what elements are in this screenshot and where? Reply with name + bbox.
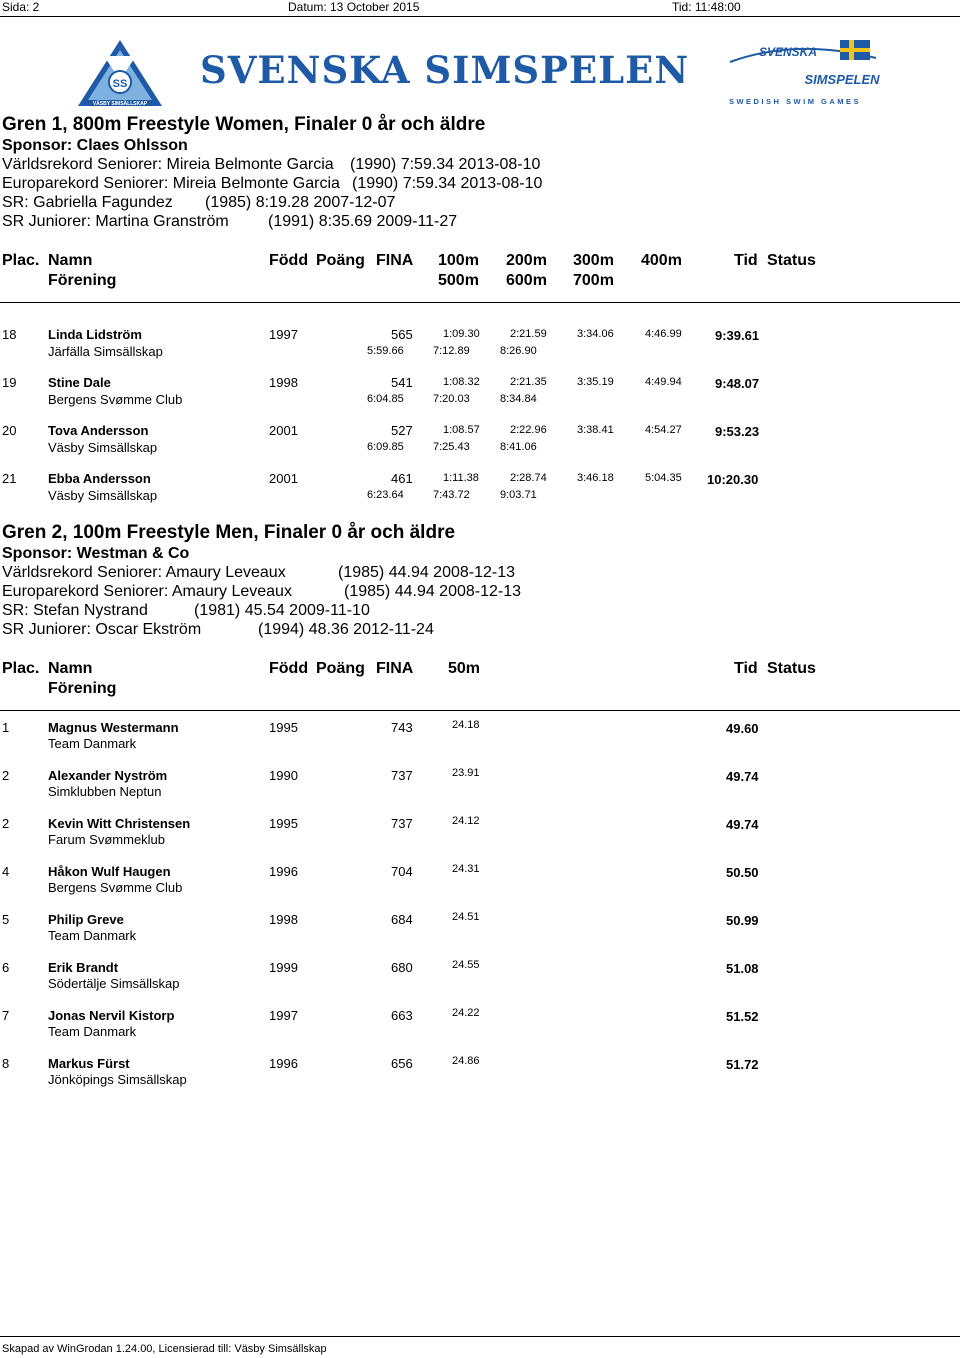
split-500: 6:04.85: [367, 393, 404, 405]
row-fina: 663: [391, 1008, 413, 1023]
row-name: Tova Andersson: [48, 423, 149, 438]
event1-record-value: (1991) 8:35.69 2009-11-27: [268, 213, 458, 230]
row-time: 49.60: [726, 721, 759, 736]
print-date: Datum: 13 October 2015: [288, 0, 420, 14]
col-tid: Tid: [734, 660, 758, 677]
row-name: Kevin Witt Christensen: [48, 816, 191, 831]
col-fina: FINA: [376, 660, 414, 677]
row-time: 51.08: [726, 961, 759, 976]
split-50: 24.12: [452, 815, 480, 827]
row-fina: 656: [391, 1056, 413, 1071]
row-club: Väsby Simsällskap: [48, 488, 158, 503]
row-time: 51.72: [726, 1057, 759, 1072]
split-50: 24.55: [452, 959, 480, 971]
split-500: 5:59.66: [367, 345, 404, 357]
row-born: 1990: [269, 768, 298, 783]
row-fina: 541: [391, 375, 413, 390]
col-plac: Plac.: [2, 660, 40, 677]
split-700: 8:26.90: [500, 345, 537, 357]
row-time: 9:39.61: [715, 328, 760, 343]
logo-swedish-swim-games: SWEDISH SWIM GAMES: [728, 97, 862, 106]
row-place: 6: [2, 960, 10, 975]
row-name: Magnus Westermann: [48, 720, 179, 735]
col-status: Status: [767, 660, 816, 677]
row-place: 7: [2, 1008, 10, 1023]
row-fina: 704: [391, 864, 413, 879]
row-time: 51.52: [726, 1009, 759, 1024]
row-born: 2001: [269, 471, 298, 486]
row-fina: 684: [391, 912, 413, 927]
row-place: 2: [2, 816, 10, 831]
row-place: 18: [2, 327, 17, 342]
print-time: Tid: 11:48:00: [672, 0, 741, 14]
event1-record-label: Världsrekord Seniorer: Mireia Belmonte Garcia: [2, 156, 334, 173]
row-time: 9:48.07: [715, 376, 760, 391]
row-club: Järfälla Simsällskap: [48, 344, 163, 359]
event1-title: Gren 1, 800m Freestyle Women, Finaler 0 år och äldre: [2, 114, 486, 135]
footer-rule: [0, 1336, 960, 1337]
split-100: 1:08.32: [443, 376, 480, 388]
row-born: 1997: [269, 1008, 298, 1023]
row-name: Markus Fürst: [48, 1056, 130, 1071]
col-namn: Namn: [48, 252, 93, 269]
event1-record-label: SR Juniorer: Martina Granström: [2, 213, 229, 230]
split-600: 7:12.89: [433, 345, 470, 357]
row-fina: 743: [391, 720, 413, 735]
row-time: 50.50: [726, 865, 759, 880]
split-50: 24.51: [452, 911, 480, 923]
split-50: 24.22: [452, 1007, 480, 1019]
split-200: 2:21.59: [510, 328, 547, 340]
split-300: 3:46.18: [577, 472, 614, 484]
col-50m: 50m: [448, 660, 481, 677]
row-time: 9:53.23: [715, 424, 760, 439]
club-logo-badge: SS: [112, 78, 128, 90]
col-fina: FINA: [376, 252, 414, 269]
split-300: 3:38.41: [577, 424, 614, 436]
event2-sponsor: Sponsor: Westman & Co: [2, 545, 190, 562]
split-50: 23.91: [452, 767, 480, 779]
event2-record-label: SR Juniorer: Oscar Ekström: [2, 621, 202, 638]
event1-record-value: (1990) 7:59.34 2013-08-10: [352, 175, 543, 192]
row-born: 1999: [269, 960, 298, 975]
row-name: Ebba Andersson: [48, 471, 151, 486]
split-50: 24.31: [452, 863, 480, 875]
event2-record-value: (1994) 48.36 2012-11-24: [258, 621, 434, 638]
club-logo: [74, 36, 166, 113]
club-logo-text: VÄSBY SIMSÄLLSKAP: [92, 101, 148, 107]
col-100m: 100m: [438, 252, 479, 269]
row-name: Alexander Nyström: [48, 768, 168, 783]
split-600: 7:20.03: [433, 393, 470, 405]
row-born: 1998: [269, 375, 298, 390]
row-club: Farum Svømmeklub: [48, 832, 166, 847]
logo-svenska: SVENSKA: [758, 45, 818, 59]
row-fina: 680: [391, 960, 413, 975]
event2-record-label: Världsrekord Seniorer: Amaury Leveaux: [2, 564, 286, 581]
row-born: 2001: [269, 423, 298, 438]
col-forening: Förening: [48, 272, 117, 289]
row-name: Philip Greve: [48, 912, 124, 927]
col-forening: Förening: [48, 680, 117, 697]
split-100: 1:09.30: [443, 328, 480, 340]
col-600m: 600m: [506, 272, 547, 289]
row-born: 1995: [269, 720, 298, 735]
row-club: Väsby Simsällskap: [48, 440, 158, 455]
event2-record-value: (1981) 45.54 2009-11-10: [194, 602, 370, 619]
split-200: 2:28.74: [510, 472, 547, 484]
col-300m: 300m: [573, 252, 614, 269]
header-rule: [0, 16, 960, 17]
row-name: Erik Brandt: [48, 960, 119, 975]
col-poang: Poäng: [316, 660, 365, 677]
swedish-swim-games-logo: [700, 36, 890, 113]
row-born: 1995: [269, 816, 298, 831]
row-name: Håkon Wulf Haugen: [48, 864, 171, 879]
row-club: Simklubben Neptun: [48, 784, 162, 799]
row-born: 1996: [269, 864, 298, 879]
split-700: 8:34.84: [500, 393, 537, 405]
row-fina: 461: [391, 471, 413, 486]
col-500m: 500m: [438, 272, 479, 289]
row-born: 1996: [269, 1056, 298, 1071]
col-fodd: Född: [269, 660, 309, 677]
row-name: Jonas Nervil Kistorp: [48, 1008, 175, 1023]
row-place: 5: [2, 912, 10, 927]
split-300: 3:35.19: [577, 376, 614, 388]
event1-record-value: (1985) 8:19.28 2007-12-07: [205, 194, 396, 211]
col-fodd: Född: [269, 252, 309, 269]
event1-record-value: (1990) 7:59.34 2013-08-10: [350, 156, 541, 173]
event2-header-rule: [0, 710, 960, 711]
event2-record-value: (1985) 44.94 2008-12-13: [344, 583, 522, 600]
row-born: 1998: [269, 912, 298, 927]
row-place: 20: [2, 423, 17, 438]
split-50: 24.18: [452, 719, 480, 731]
split-300: 3:34.06: [577, 328, 614, 340]
row-fina: 737: [391, 768, 413, 783]
split-400: 5:04.35: [645, 472, 682, 484]
row-place: 19: [2, 375, 17, 390]
row-club: Bergens Svømme Club: [48, 880, 183, 895]
row-place: 2: [2, 768, 10, 783]
row-club: Södertälje Simsällskap: [48, 976, 180, 991]
split-700: 9:03.71: [500, 489, 537, 501]
row-born: 1997: [269, 327, 298, 342]
split-200: 2:22.96: [510, 424, 547, 436]
col-namn: Namn: [48, 660, 93, 677]
split-400: 4:54.27: [645, 424, 682, 436]
split-700: 8:41.06: [500, 441, 537, 453]
event1-header-rule: [0, 302, 960, 303]
logo-simspelen: SIMSPELEN: [804, 72, 880, 87]
svenska-simspelen-title: SVENSKA SIMSPELEN: [200, 48, 690, 92]
split-200: 2:21.35: [510, 376, 547, 388]
event2-title: Gren 2, 100m Freestyle Men, Finaler 0 år och äldre: [2, 522, 456, 543]
col-status: Status: [767, 252, 816, 269]
split-400: 4:46.99: [645, 328, 682, 340]
event2-record-label: SR: Stefan Nystrand: [2, 602, 148, 619]
row-name: Stine Dale: [48, 375, 111, 390]
col-poang: Poäng: [316, 252, 365, 269]
split-500: 6:23.64: [367, 489, 404, 501]
row-time: 49.74: [726, 817, 759, 832]
col-700m: 700m: [573, 272, 614, 289]
split-400: 4:49.94: [645, 376, 682, 388]
row-club: Bergens Svømme Club: [48, 392, 183, 407]
col-tid: Tid: [734, 252, 758, 269]
row-club: Team Danmark: [48, 1024, 137, 1039]
row-club: Jönköpings Simsällskap: [48, 1072, 187, 1087]
split-600: 7:25.43: [433, 441, 470, 453]
col-plac: Plac.: [2, 252, 40, 269]
event2-record-value: (1985) 44.94 2008-12-13: [338, 564, 516, 581]
col-400m: 400m: [641, 252, 682, 269]
split-100: 1:11.38: [443, 472, 479, 484]
event1-record-label: SR: Gabriella Fagundez: [2, 194, 173, 211]
col-200m: 200m: [506, 252, 547, 269]
row-club: Team Danmark: [48, 736, 137, 751]
row-time: 49.74: [726, 769, 759, 784]
event1-record-label: Europarekord Seniorer: Mireia Belmonte Garcia: [2, 175, 340, 192]
row-place: 21: [2, 471, 17, 486]
split-100: 1:08.57: [443, 424, 480, 436]
row-time: 50.99: [726, 913, 759, 928]
split-50: 24.86: [452, 1055, 480, 1067]
row-fina: 737: [391, 816, 413, 831]
event2-record-label: Europarekord Seniorer: Amaury Leveaux: [2, 583, 292, 600]
event1-sponsor: Sponsor: Claes Ohlsson: [2, 137, 188, 154]
row-place: 1: [2, 720, 10, 735]
row-fina: 527: [391, 423, 413, 438]
row-club: Team Danmark: [48, 928, 137, 943]
row-fina: 565: [391, 327, 413, 342]
page-number: Sida: 2: [2, 0, 40, 14]
row-place: 8: [2, 1056, 10, 1071]
split-500: 6:09.85: [367, 441, 404, 453]
footer-credit: Skapad av WinGrodan 1.24.00, Licensierad till: Väsby Simsällskap: [2, 1343, 327, 1355]
row-time: 10:20.30: [707, 472, 759, 487]
row-place: 4: [2, 864, 10, 879]
row-name: Linda Lidström: [48, 327, 142, 342]
split-600: 7:43.72: [433, 489, 470, 501]
